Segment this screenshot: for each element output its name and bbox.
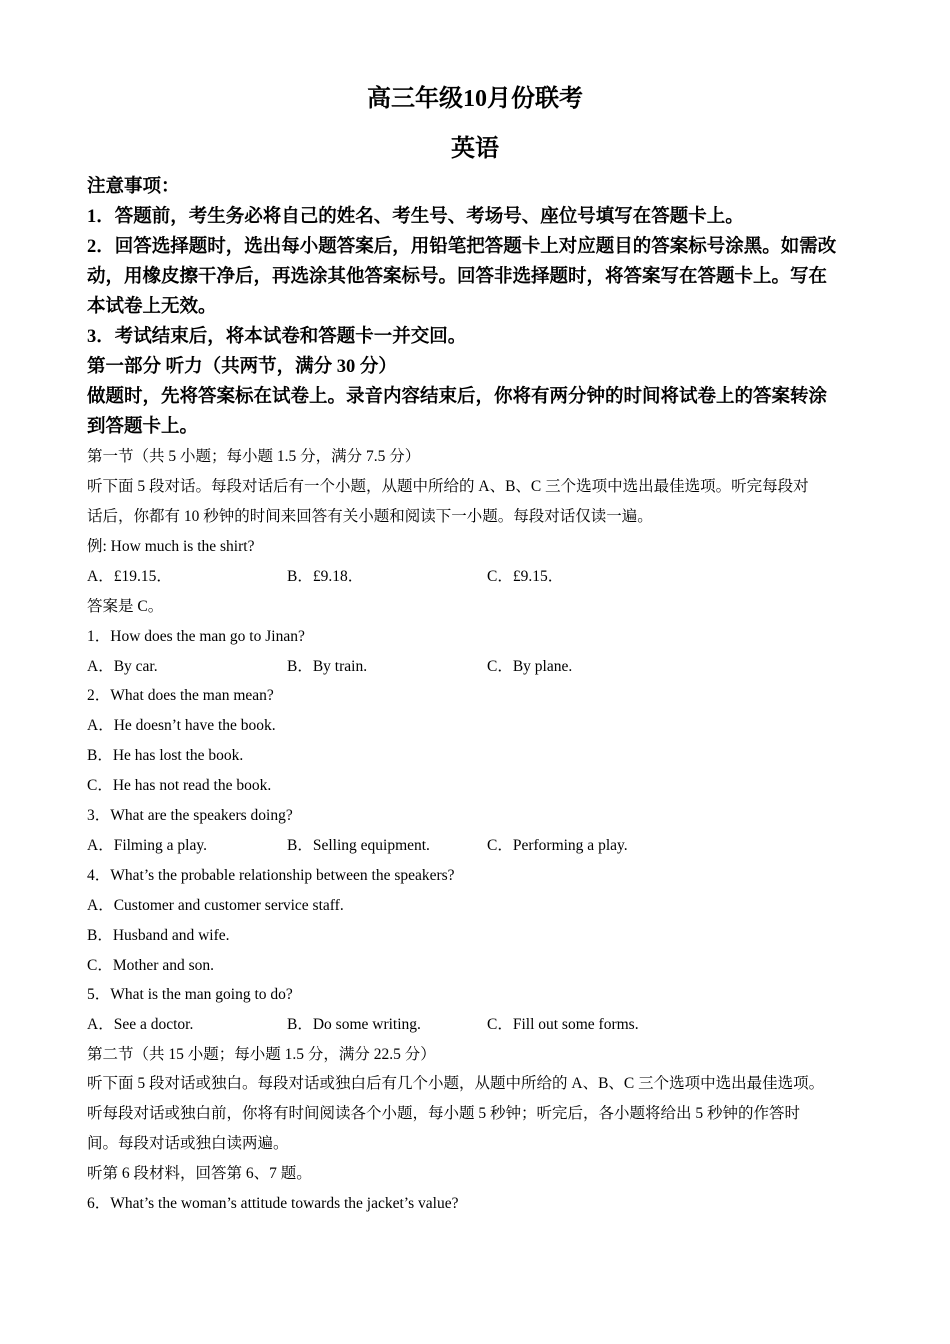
question-5-stem: 5．What is the man going to do? [87,986,293,1003]
notice-item-1: 1．答题前，考生务必将自己的姓名、考生号、考场号、座位号填写在答题卡上。 [87,207,744,227]
part1-heading: 第一部分 听力（共两节，满分 30 分） [87,357,397,377]
section1-heading: 第一节（共 5 小题；每小题 1.5 分，满分 7.5 分） [87,448,421,465]
part1-intro-line-1: 做题时，先将答案标在试卷上。录音内容结束后，你将有两分钟的时间将试卷上的答案转涂 [87,387,828,407]
section1-instruction-line-1: 听下面 5 段对话。每段对话后有一个小题，从题中所给的 A、B、C 三个选项中选出最佳选项。听完每段对 [87,478,809,495]
example-option-b: B．£9.18． [287,568,364,585]
example-option-a: A．£19.15． [87,568,172,585]
question-1-stem: 1．How does the man go to Jinan? [87,628,305,645]
example-option-c: C．£9.15． [487,568,564,585]
material-6-instruction: 听第 6 段材料，回答第 6、7 题。 [87,1165,312,1182]
section2-instruction-line-2: 听每段对话或独白前，你将有时间阅读各个小题，每小题 5 秒钟；听完后，各小题将给出 5 秒钟的作答时 [87,1105,801,1122]
question-1-option-a: A．By car. [87,658,158,675]
question-3-option-b: B．Selling equipment. [287,837,430,854]
exam-title: 高三年级10月份联考 [367,86,583,112]
question-3-stem: 3．What are the speakers doing? [87,807,293,824]
example-answer: 答案是 C。 [87,598,164,615]
section1-instruction-line-2: 话后，你都有 10 秒钟的时间来回答有关小题和阅读下一小题。每段对话仅读一遍。 [87,508,653,525]
notice-item-2-line-3: 本试卷上无效。 [87,297,217,317]
notice-item-3: 3．考试结束后，将本试卷和答题卡一并交回。 [87,327,467,347]
question-5-option-b: B．Do some writing. [287,1016,421,1033]
question-2-stem: 2．What does the man mean? [87,687,274,704]
question-4-option-b: B．Husband and wife. [87,927,230,944]
notice-heading: 注意事项： [87,177,180,197]
question-5-option-c: C．Fill out some forms. [487,1016,639,1033]
question-3-option-c: C．Performing a play. [487,837,628,854]
question-4-stem: 4．What’s the probable relationship between the speakers? [87,867,455,884]
section2-heading: 第二节（共 15 小题；每小题 1.5 分，满分 22.5 分） [87,1046,436,1063]
part1-intro-line-2: 到答题卡上。 [87,417,199,437]
question-4-option-c: C．Mother and son. [87,957,215,974]
question-5-option-a: A．See a doctor. [87,1016,194,1033]
example-question: 例: How much is the shirt? [87,538,255,555]
question-2-option-a: A．He doesn’t have the book. [87,717,276,734]
notice-item-2-line-1: 2．回答选择题时，选出每小题答案后，用铅笔把答题卡上对应题目的答案标号涂黑。如需改 [87,237,837,257]
question-6-stem: 6．What’s the woman’s attitude towards the jacket’s value? [87,1195,459,1212]
section2-instruction-line-3: 间。每段对话或独白读两遍。 [87,1135,289,1152]
question-2-option-c: C．He has not read the book. [87,777,272,794]
notice-item-2-line-2: 动，用橡皮擦干净后，再选涂其他答案标号。回答非选择题时，将答案写在答题卡上。写在 [87,267,828,287]
question-4-option-a: A．Customer and customer service staff. [87,897,344,914]
question-3-option-a: A．Filming a play. [87,837,207,854]
question-1-option-b: B．By train. [287,658,368,675]
section2-instruction-line-1: 听下面 5 段对话或独白。每段对话或独白后有几个小题，从题中所给的 A、B、C 三个选项中选出最佳选项。 [87,1075,825,1092]
question-1-option-c: C．By plane. [487,658,573,675]
question-2-option-b: B．He has lost the book. [87,747,244,764]
subject-title: 英语 [451,136,499,162]
